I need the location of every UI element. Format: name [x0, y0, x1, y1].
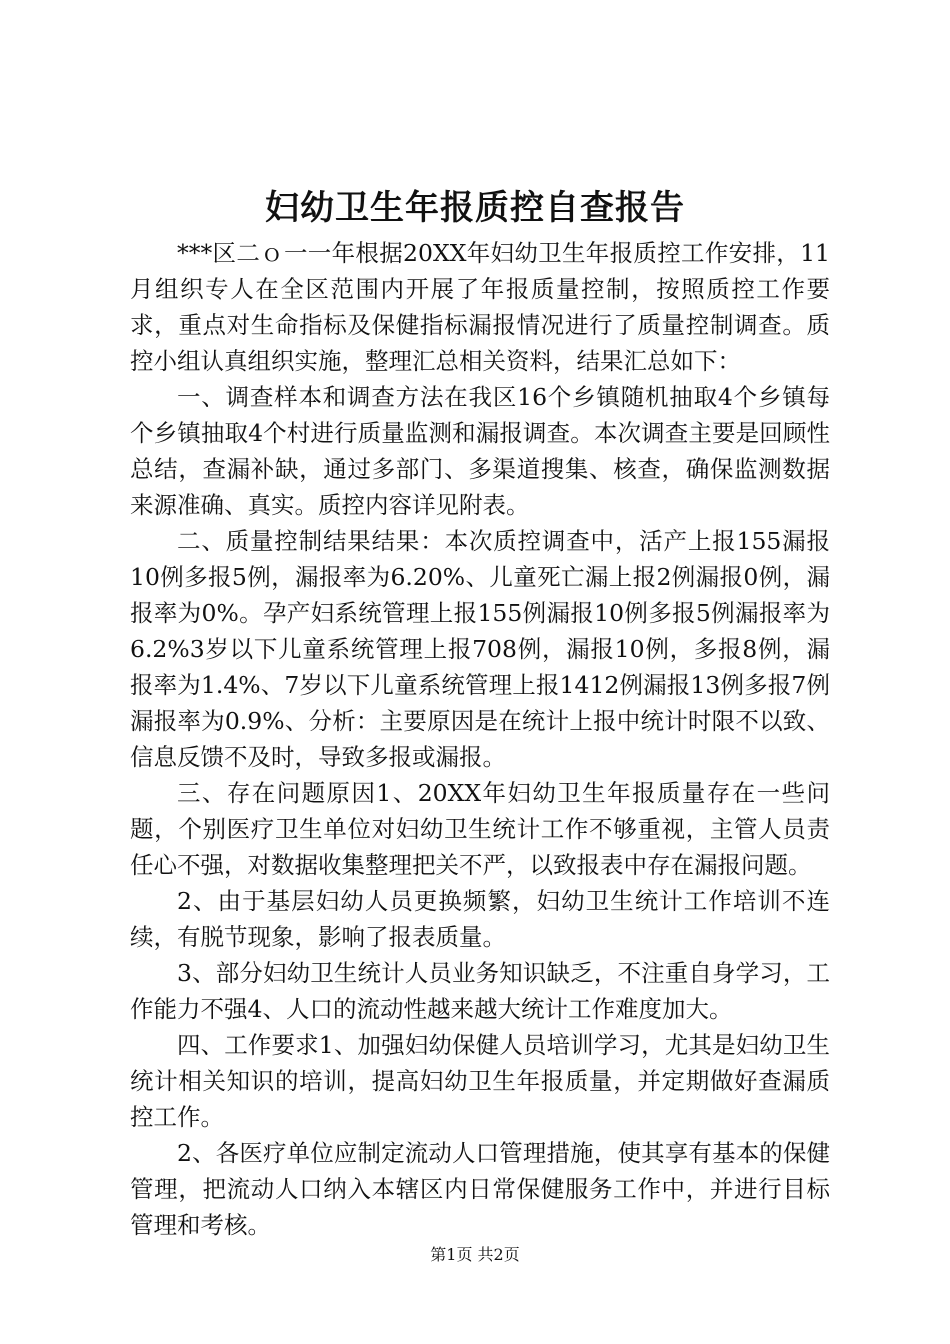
- paragraph-intro: ***区二ｏ一一年根据20XX年妇幼卫生年报质控工作安排，11月组织专人在全区范围内开展了年报质量控制，按照质控工作要求，重点对生命指标及保健指标漏报情况进行了质量控制调查。质控小组认真组织实施，整理汇总相关资料，结果汇总如下：: [130, 239, 830, 375]
- paragraph-section-1: 一、调查样本和调查方法在我区16个乡镇随机抽取4个乡镇每个乡镇抽取4个村进行质量监测和漏报调查。本次调查主要是回顾性总结，查漏补缺，通过多部门、多渠道搜集、核查，确保监测数据来源准确、真实。质控内容详见附表。: [130, 383, 830, 519]
- paragraph-section-4-item-2: 2、各医疗单位应制定流动人口管理措施，使其享有基本的保健管理，把流动人口纳入本辖区内日常保健服务工作中，并进行目标管理和考核。: [130, 1139, 830, 1239]
- document-body: [130, 235, 830, 1243]
- document-title: 妇幼卫生年报质控自查报告: [265, 188, 685, 228]
- paragraph-section-3: 三、存在问题原因1、20XX年妇幼卫生年报质量存在一些问题，个别医疗卫生单位对妇幼卫生统计工作不够重视，主管人员责任心不强，对数据收集整理把关不严，以致报表中存在漏报问题。: [130, 779, 830, 879]
- paragraph-section-2: 二、质量控制结果结果：本次质控调查中，活产上报155漏报10例多报5例，漏报率为6.20%、儿童死亡漏上报2例漏报0例，漏报率为0%。孕产妇系统管理上报155例漏报10例多报5例漏报率为6.2%3岁以下儿童系统管理上报708例，漏报10例，多报8例，漏报率为1.4%、7岁以下儿童系统管理上报1412例漏报13例多报7例漏报率为0.9%、分析：主要原因是在统计上报中统计时限不以致、信息反馈不及时，导致多报或漏报。: [130, 527, 830, 771]
- paragraph-section-4: 四、工作要求1、加强妇幼保健人员培训学习，尤其是妇幼卫生统计相关知识的培训，提高妇幼卫生年报质量，并定期做好查漏质控工作。: [130, 1031, 830, 1131]
- paragraph-section-3-item-2: 2、由于基层妇幼人员更换频繁，妇幼卫生统计工作培训不连续，有脱节现象，影响了报表质量。: [130, 887, 830, 951]
- page-number-footer: 第1页 共2页: [430, 1245, 520, 1264]
- paragraph-section-3-item-3: 3、部分妇幼卫生统计人员业务知识缺乏，不注重自身学习，工作能力不强4、人口的流动性越来越大统计工作难度加大。: [130, 959, 830, 1023]
